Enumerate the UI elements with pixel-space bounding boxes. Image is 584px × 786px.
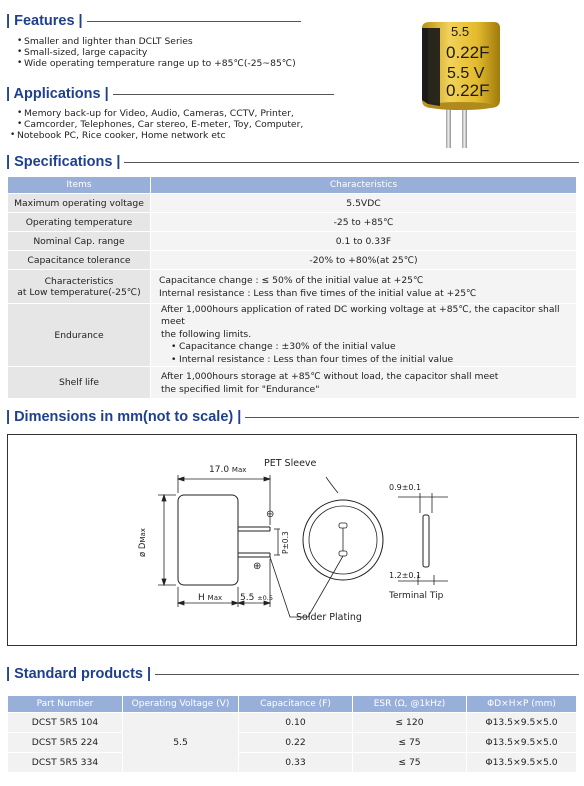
dim-length-label: 17.0 Max xyxy=(209,465,247,475)
features-list xyxy=(17,36,296,70)
esr: ≤ 75 xyxy=(353,733,467,753)
capacitance: 0.33 xyxy=(239,753,353,773)
column-header: Operating Voltage (V) xyxy=(123,696,239,713)
spec-value: After 1,000hours application of rated DC working voltage at +85℃, the capacitor shall meet the following limits. • Capacitance change : ±30% of the initial value • Internal resistance : Less than four times of the initial value xyxy=(151,304,577,367)
list-item: • Camcorder, Telephones, Car stereo, E-meter, Toy, Computer, xyxy=(17,119,303,130)
dimension: Φ13.5×9.5×5.0 xyxy=(467,753,577,773)
specifications-title: | Specifications | xyxy=(6,154,121,170)
dim-pet-label: PET Sleeve xyxy=(264,458,317,469)
products-heading xyxy=(6,664,579,684)
spec-value: -20% to +80%(at 25℃) xyxy=(151,251,577,270)
dim-diameter-label: ø DMax xyxy=(138,528,148,557)
spec-value: 0.1 to 0.33F xyxy=(151,232,577,251)
list-item: • Notebook PC, Rice cooker, Home network etc xyxy=(10,130,303,141)
table-row xyxy=(8,304,577,367)
spec-value: 5.5VDC xyxy=(151,194,577,213)
applications-title: | Applications | xyxy=(6,86,109,102)
spec-item: Shelf life xyxy=(8,367,151,399)
spec-value: After 1,000hours storage at +85℃ without load, the capacitor shall meet the specified limit for "Endurance" xyxy=(151,367,577,399)
dimensions-heading xyxy=(6,407,579,427)
capacitor-photo xyxy=(418,20,504,152)
spec-item: Endurance xyxy=(8,304,151,367)
spec-value: Capacitance change : ≤ 50% of the initial value at +25℃ Internal resistance : Less than five times of the initial value at +25℃ xyxy=(151,270,577,304)
dimension: Φ13.5×9.5×5.0 xyxy=(467,733,577,753)
applications-heading xyxy=(6,84,334,104)
column-header: ΦD×H×P (mm) xyxy=(467,696,577,713)
table-row xyxy=(8,270,577,304)
table-row xyxy=(8,232,577,251)
list-item: • Memory back-up for Video, Audio, Cameras, CCTV, Printer, xyxy=(17,108,303,119)
table-row xyxy=(8,733,577,753)
spec-value: -25 to +85℃ xyxy=(151,213,577,232)
spec-item: Capacitance tolerance xyxy=(8,251,151,270)
features-heading xyxy=(6,11,301,31)
esr: ≤ 75 xyxy=(353,753,467,773)
list-item: • Small-sized, large capacity xyxy=(17,47,296,58)
capacitance: 0.10 xyxy=(239,713,353,733)
esr: ≤ 120 xyxy=(353,713,467,733)
dim-pitch-label: P±0.3 xyxy=(281,531,290,554)
column-header: Part Number xyxy=(8,696,123,713)
specifications-heading xyxy=(6,152,579,172)
list-item: • Wide operating temperature range up to +85℃(-25~85℃) xyxy=(17,58,296,69)
dim-solder-label: Solder Plating xyxy=(296,612,362,623)
list-item: • Smaller and lighter than DCLT Series xyxy=(17,36,296,47)
part-number: DCST 5R5 104 xyxy=(8,713,123,733)
spec-item: Operating temperature xyxy=(8,213,151,232)
capacitance: 0.22 xyxy=(239,733,353,753)
dimensions-title: | Dimensions in mm(not to scale) | xyxy=(6,409,242,425)
dim-height-label: H Max xyxy=(198,593,223,603)
applications-list xyxy=(17,108,303,142)
table-row xyxy=(8,251,577,270)
column-header: Characteristics xyxy=(151,177,577,194)
table-row xyxy=(8,194,577,213)
spec-item: Nominal Cap. range xyxy=(8,232,151,251)
table-header xyxy=(8,696,577,713)
dim-lead-label: 5.5 ±0.5 xyxy=(240,593,273,603)
operating-voltage: 5.5 xyxy=(123,713,239,773)
capacitor-label: 5.5 V xyxy=(447,65,485,82)
features-title: | Features | xyxy=(6,13,83,29)
table-row xyxy=(8,213,577,232)
dim-lead-thick-label: 0.9±0.1 xyxy=(389,483,422,492)
capacitor-label: 0.22F xyxy=(446,43,490,62)
dimensions-drawing-frame xyxy=(7,434,577,646)
column-header: ESR (Ω, @1kHz) xyxy=(353,696,467,713)
capacitor-label: 0.22F xyxy=(446,81,490,100)
dimension: Φ13.5×9.5×5.0 xyxy=(467,713,577,733)
table-row xyxy=(8,367,577,399)
part-number: DCST 5R5 334 xyxy=(8,753,123,773)
dim-terminal-label: Terminal Tip xyxy=(389,591,444,601)
table-header xyxy=(8,177,577,194)
column-header: Capacitance (F) xyxy=(239,696,353,713)
dim-lead-width-label: 1.2±0.1 xyxy=(389,571,422,580)
specifications-table xyxy=(7,176,577,399)
table-row xyxy=(8,753,577,773)
table-row xyxy=(8,713,577,733)
capacitor-label: 5.5 xyxy=(451,24,470,39)
products-table xyxy=(7,695,577,773)
column-header: Items xyxy=(8,177,151,194)
spec-item: Maximum operating voltage xyxy=(8,194,151,213)
part-number: DCST 5R5 224 xyxy=(8,733,123,753)
plus-icon: ⊕ xyxy=(253,561,262,572)
spec-item: Characteristics at Low temperature(-25℃) xyxy=(8,270,151,304)
products-title: | Standard products | xyxy=(6,666,152,682)
minus-icon: ⊖ xyxy=(266,509,275,520)
